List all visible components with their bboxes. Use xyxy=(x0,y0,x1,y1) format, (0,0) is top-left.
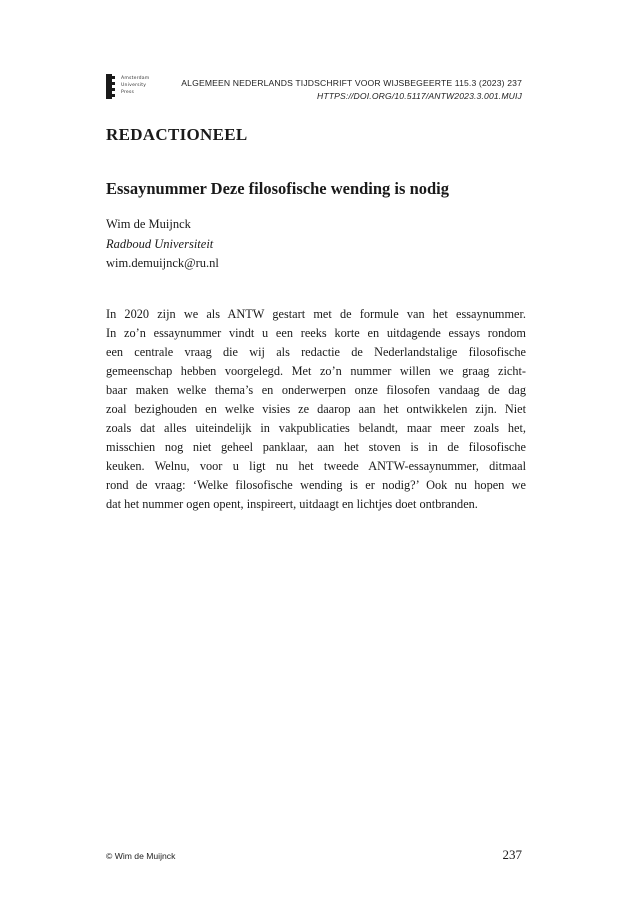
body-line: misschien nog niet geheel panklaar, aan het stoven is in de filosofische xyxy=(106,440,526,454)
copyright-notice: © Wim de Muijnck xyxy=(106,851,176,861)
body-line: In zo’n essaynummer vindt u een reeks korte en uitdagende essays rondom xyxy=(106,326,526,340)
body-line: een centrale vraag die wij als redactie de Nederlandstalige filosofische xyxy=(106,345,526,359)
publisher-logo-icon xyxy=(106,74,115,99)
body-line: rond de vraag: ‘Welke filosofische wending is er nodig?’ Ook nu hopen we xyxy=(106,478,526,492)
author-block xyxy=(106,215,219,274)
logo-line: University xyxy=(121,83,147,88)
publisher-logo xyxy=(106,74,166,100)
journal-header xyxy=(181,77,522,102)
body-line: dat het nummer ogen opent, inspireert, uitdaagt en lichtjes doet ontbranden. xyxy=(106,497,478,511)
logo-line: Press xyxy=(121,90,135,95)
body-line: zoal bezighouden en welke visies ze daarop aan het ontwikkelen zijn. Niet xyxy=(106,402,526,416)
body-line: zoals dat alles uiteindelijk in vakpublicaties belandt, maar meer zoals het, xyxy=(106,421,526,435)
author-affiliation: Radboud Universiteit xyxy=(106,236,214,251)
journal-citation: ALGEMEEN NEDERLANDS TIJDSCHRIFT VOOR WIJSBEGEERTE 115.3 (2023) 237 xyxy=(181,78,522,88)
author-email[interactable]: wim.demuijnck@ru.nl xyxy=(106,256,219,270)
publisher-logo-text xyxy=(121,75,149,96)
body-line: In 2020 zijn we als ANTW gestart met de formule van het essaynummer. xyxy=(106,307,526,321)
page-number: 237 xyxy=(502,847,522,862)
section-label: REDACTIONEEL xyxy=(106,125,248,144)
article-body xyxy=(106,305,526,514)
doi-link[interactable]: HTTPS://DOI.ORG/10.5117/ANTW2023.3.001.MUIJ xyxy=(317,90,522,101)
body-line: keuken. Welnu, voor u ligt nu het tweede ANTW-essaynummer, ditmaal xyxy=(106,459,526,473)
author-name: Wim de Muijnck xyxy=(106,217,191,231)
logo-line: Amsterdam xyxy=(121,76,150,81)
article-title: Essaynummer Deze filosofische wending is nodig xyxy=(106,179,450,198)
body-line: baar maken welke thema’s en onderwerpen onze filosofen vandaag de dag xyxy=(106,383,526,397)
body-line: gemeenschap hebben voorgelegd. Met zo’n nummer willen we graag zicht- xyxy=(106,364,526,378)
